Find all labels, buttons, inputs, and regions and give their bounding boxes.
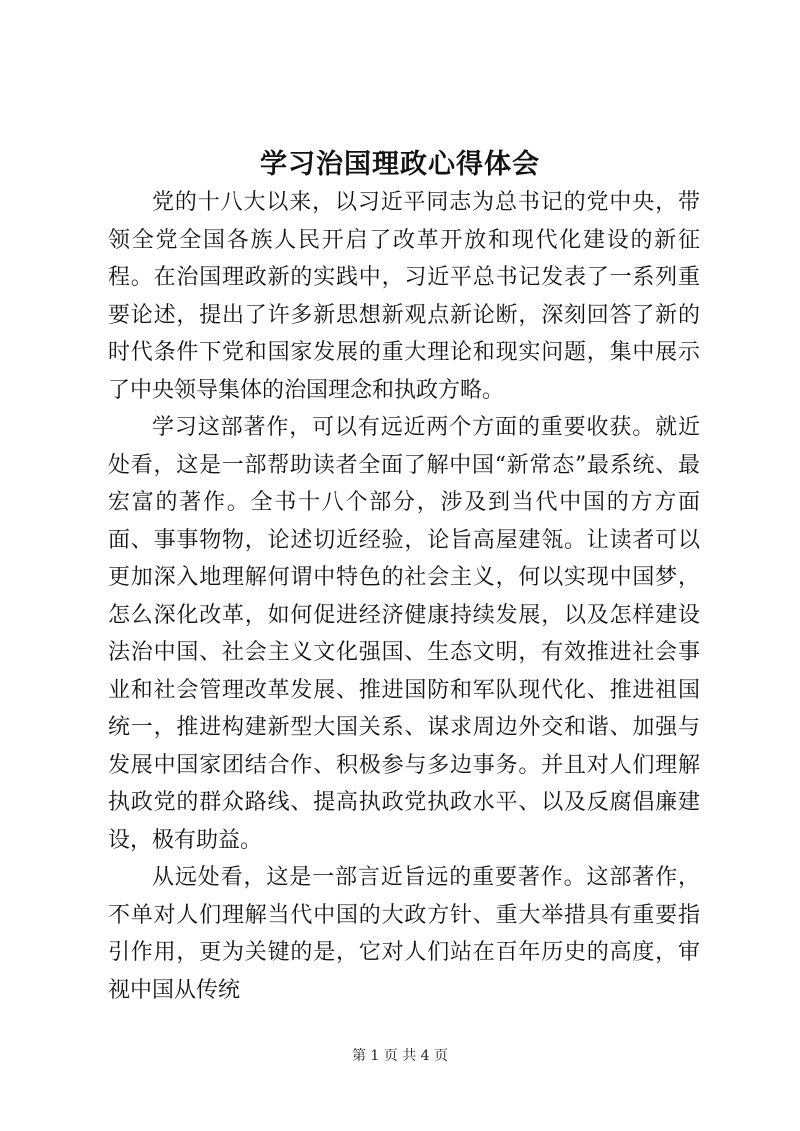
page-footer: 第 1 页 共 4 页 (351, 1048, 449, 1064)
paragraph-2: 学习这部著作，可以有远近两个方面的重要收获。就近处看，这是一部帮助读者全面了解中国“新常态”最系统、最宏富的著作。全书十八个部分，涉及到当代中国的方方面面、事事物物，论述切近经验，论旨高屋建瓴。让读者可以更加深入地理解何谓中特色的社会主义，何以实现中国梦，怎么深化改革，如何促进经济健康持续发展，以及怎样建设法治中国、社会主义文化强国、生态文明，有效推进社会事业和社会管理改革发展、推进国防和军队现代化、推进祖国统一，推进构建新型大国关系、谋求周边外交和谐、加强与发展中国家团结合作、积极参与多边事务。并且对人们理解执政党的群众路线、提高执政党执政水平、以及反腐倡廉建设，极有助益。 (108, 415, 700, 853)
paragraph-1: 党的十八大以来，以习近平同志为总书记的党中央，带领全党全国各族人民开启了改革开放和现代化建设的新征程。在治国理政新的实践中，习近平总书记发表了一系列重要论述，提出了许多新思想新观点新论断，深刻回答了新的时代条件下党和国家发展的重大理论和现实问题，集中展示了中央领导集体的治国理念和执政方略。 (108, 190, 700, 403)
paragraph-3: 从远处看，这是一部言近旨远的重要著作。这部著作，不单对人们理解当代中国的大政方针、重大举措具有重要指引作用，更为关键的是，它对人们站在百年历史的高度，审视中国从传统 (108, 865, 700, 1003)
document-title: 学习治国理政心得体会 (260, 149, 540, 180)
document-body (108, 184, 700, 1009)
